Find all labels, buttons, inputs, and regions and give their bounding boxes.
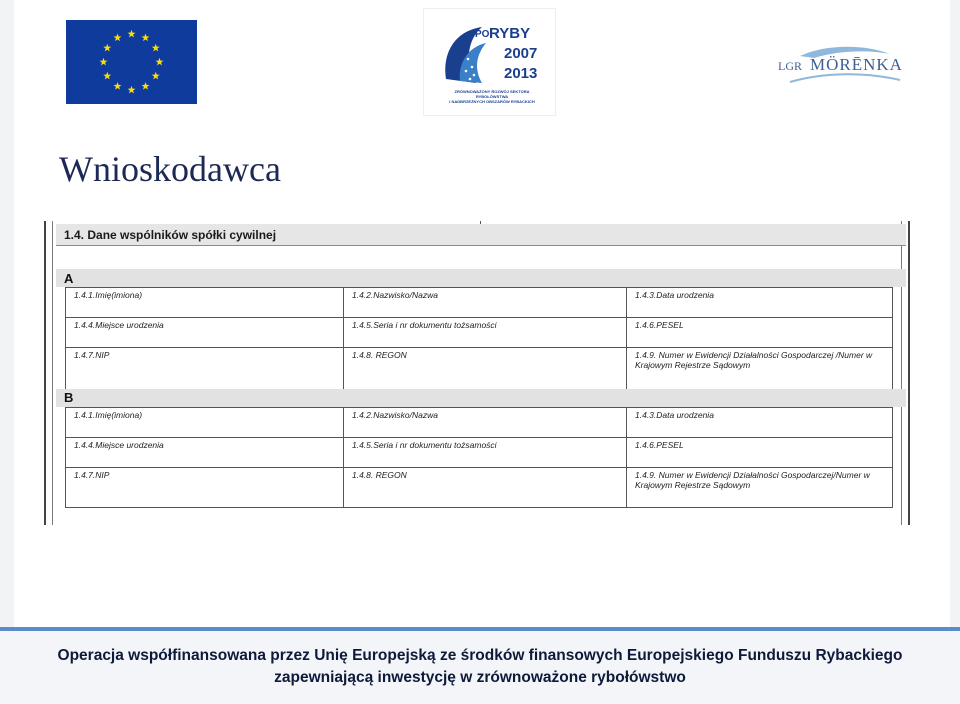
field-register-number-a[interactable]: 1.4.9. Numer w Ewidencji Działalności Gospodarczej /Numer w Krajowym Rejestrze Sądowym — [635, 350, 873, 370]
field-birth-date-b[interactable]: 1.4.3.Data urodzenia — [635, 410, 714, 420]
field-id-document-b[interactable]: 1.4.5.Seria i nr dokumentu tożsamości — [344, 438, 627, 467]
eu-star-icon — [152, 44, 160, 52]
lgr-prefix: LGR — [778, 59, 802, 73]
eu-flag-logo — [66, 20, 197, 104]
footer-accent-line — [0, 627, 960, 631]
footer-line-1: Operacja współfinansowana przez Unię Europejską ze środków finansowych Europejskiego Funduszu Rybackiego — [57, 647, 903, 664]
poryby-year-start: 2007 — [504, 45, 538, 62]
field-regon-a[interactable]: 1.4.8. REGON — [344, 348, 627, 390]
field-regon-b[interactable]: 1.4.8. REGON — [344, 468, 627, 507]
section-a-label: A — [64, 271, 74, 286]
section-b-grid — [65, 407, 893, 508]
eu-star-icon — [152, 72, 160, 80]
poryby-ryby: RYBY — [489, 25, 531, 42]
footer-line-2: zapewniającą inwestycję w zrównoważone rybołówstwo — [274, 669, 686, 686]
poryby-tagline-1: ZRÓWNOWAŻONY ROZWÓJ SEKTORA RYBOŁÓWSTWA — [454, 89, 530, 99]
field-id-document-a[interactable]: 1.4.5.Seria i nr dokumentu tożsamości — [344, 318, 627, 347]
form-section-title: 1.4. Dane wspólników spółki cywilnej — [64, 228, 277, 242]
field-first-name-b[interactable]: 1.4.1.Imię(imiona) — [66, 408, 344, 437]
field-pesel-b[interactable]: 1.4.6.PESEL — [635, 440, 684, 450]
table-row — [66, 408, 892, 438]
section-b-band — [56, 389, 906, 407]
table-row — [66, 468, 892, 508]
page-title: Wnioskodawca — [59, 149, 281, 189]
field-surname-b[interactable]: 1.4.2.Nazwisko/Nazwa — [344, 408, 627, 437]
poryby-year-end: 2013 — [504, 65, 538, 82]
field-register-number-b[interactable]: 1.4.9. Numer w Ewidencji Działalności Gospodarczej/Numer w Krajowym Rejestrze Sądowym — [635, 470, 870, 490]
field-birth-place-b[interactable]: 1.4.4.Miejsce urodzenia — [66, 438, 344, 467]
table-row — [66, 318, 892, 348]
footer-background — [0, 631, 960, 704]
eu-star-icon — [128, 86, 136, 94]
eu-star-icon — [100, 58, 108, 66]
form-border-left — [44, 221, 46, 525]
form-border-right — [908, 221, 910, 525]
form-excerpt — [44, 221, 910, 525]
section-a-band — [56, 269, 906, 287]
table-row — [66, 438, 892, 468]
form-section-header — [56, 224, 906, 246]
table-row — [66, 288, 892, 318]
poryby-logo — [423, 8, 556, 116]
eu-star-icon — [103, 44, 111, 52]
form-border-left-inner — [52, 221, 53, 525]
poryby-po: PO — [475, 29, 490, 40]
field-pesel-a[interactable]: 1.4.6.PESEL — [635, 320, 684, 330]
poryby-tagline-2: I NADBRZEŻNYCH OBSZARÓW RYBACKICH — [449, 99, 535, 104]
field-nip-a[interactable]: 1.4.7.NIP — [66, 348, 344, 390]
form-border-right-inner — [901, 221, 902, 525]
section-b-label: B — [64, 390, 74, 405]
section-a-grid — [65, 287, 893, 390]
lgr-name: MÖRĒNKA — [810, 55, 903, 74]
poryby-tagline — [442, 89, 542, 104]
eu-stars-icon — [66, 20, 197, 104]
eu-star-icon — [156, 58, 164, 66]
eu-star-icon — [114, 34, 122, 42]
eu-star-icon — [142, 82, 150, 90]
lgr-morenka-logo — [770, 42, 905, 88]
eu-star-icon — [142, 34, 150, 42]
table-row — [66, 348, 892, 390]
field-first-name-a[interactable]: 1.4.1.Imię(imiona) — [66, 288, 344, 317]
field-birth-date-a[interactable]: 1.4.3.Data urodzenia — [635, 290, 714, 300]
field-nip-b[interactable]: 1.4.7.NIP — [66, 468, 344, 507]
eu-star-icon — [103, 72, 111, 80]
field-surname-a[interactable]: 1.4.2.Nazwisko/Nazwa — [344, 288, 627, 317]
field-birth-place-a[interactable]: 1.4.4.Miejsce urodzenia — [66, 318, 344, 347]
eu-star-icon — [128, 30, 136, 38]
eu-star-icon — [114, 82, 122, 90]
